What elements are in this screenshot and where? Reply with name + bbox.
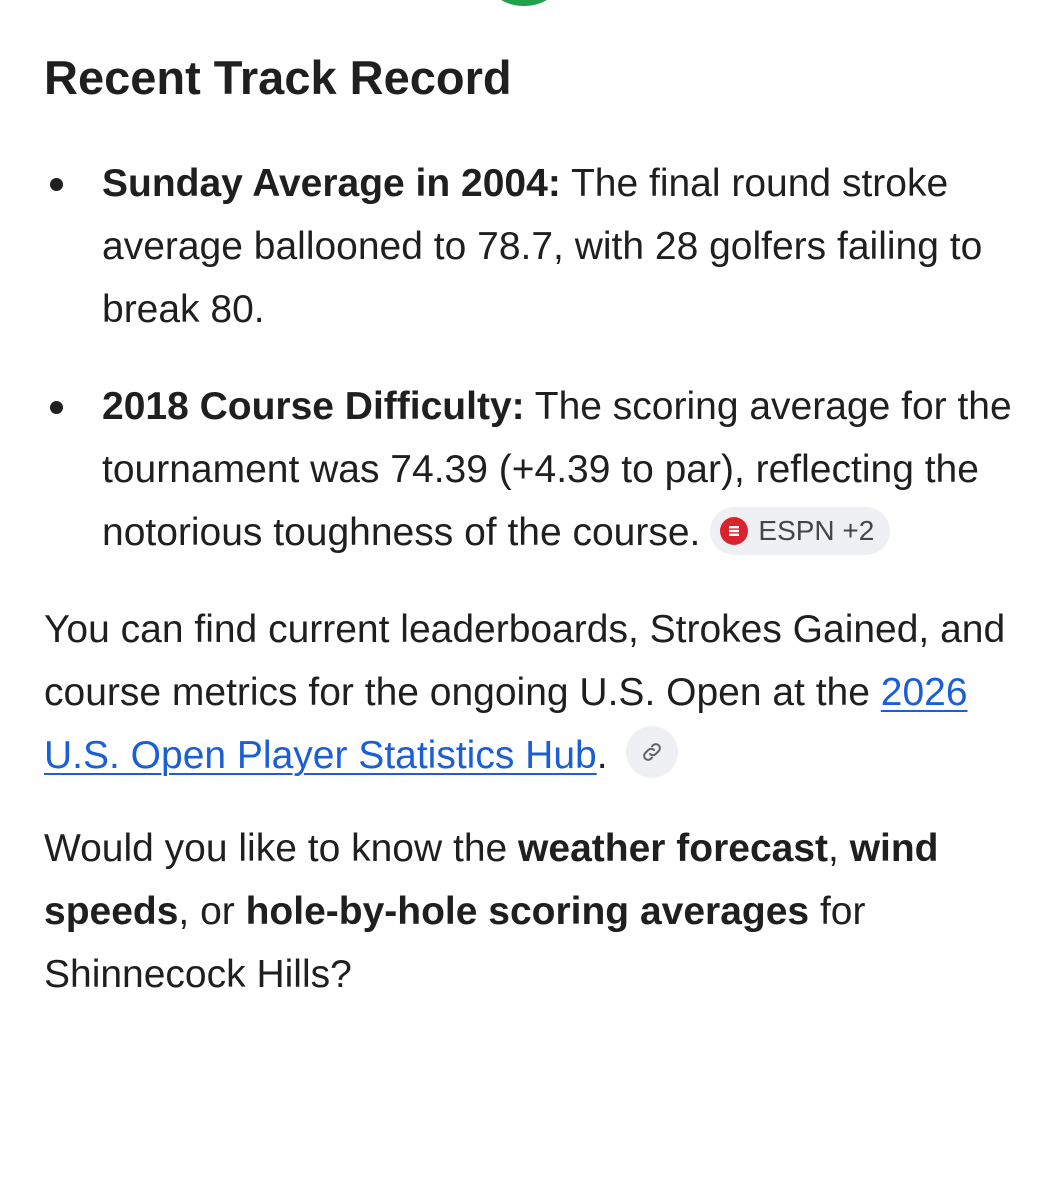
- info-prefix: You can find current leaderboards, Strokes Gained, and course metrics for the ongoing U.S. Open at the: [44, 608, 1006, 714]
- info-paragraph: [44, 598, 1014, 787]
- list-item: [44, 375, 1014, 564]
- record-text: The final round stroke average ballooned to 78.7, with 28 golfers failing to break 80.: [102, 162, 983, 331]
- source-chip-label: ESPN +2: [758, 514, 875, 546]
- followup-question: [44, 817, 1014, 1006]
- question-text: for Shinnecock Hills?: [44, 890, 866, 996]
- espn-logo-icon: [720, 517, 748, 545]
- source-chip[interactable]: [710, 507, 890, 555]
- record-text: The scoring average for the tournament was 74.39 (+4.39 to par), reflecting the notorious toughness of the course.: [102, 385, 1012, 554]
- status-dot-icon: [490, 0, 558, 6]
- record-label: Sunday Average in 2004:: [102, 162, 561, 205]
- question-bold: hole-by-hole scoring averages: [245, 890, 810, 933]
- info-suffix: .: [596, 734, 608, 777]
- bullet-icon: [50, 178, 63, 191]
- question-bold: wind speeds: [44, 827, 939, 933]
- stats-hub-link[interactable]: 2026 U.S. Open Player Statistics Hub: [44, 671, 968, 777]
- response-content: [44, 42, 1014, 1006]
- question-text: Would you like to know the: [44, 827, 519, 870]
- list-item: [44, 152, 1014, 341]
- question-text: ,: [828, 827, 850, 870]
- question-bold: weather forecast: [518, 827, 829, 870]
- section-title: Recent Track Record: [44, 51, 512, 104]
- link-icon[interactable]: [626, 726, 678, 778]
- question-text: , or: [178, 890, 246, 933]
- records-list: [44, 152, 1014, 564]
- bullet-icon: [50, 401, 63, 414]
- record-label: 2018 Course Difficulty:: [102, 385, 525, 428]
